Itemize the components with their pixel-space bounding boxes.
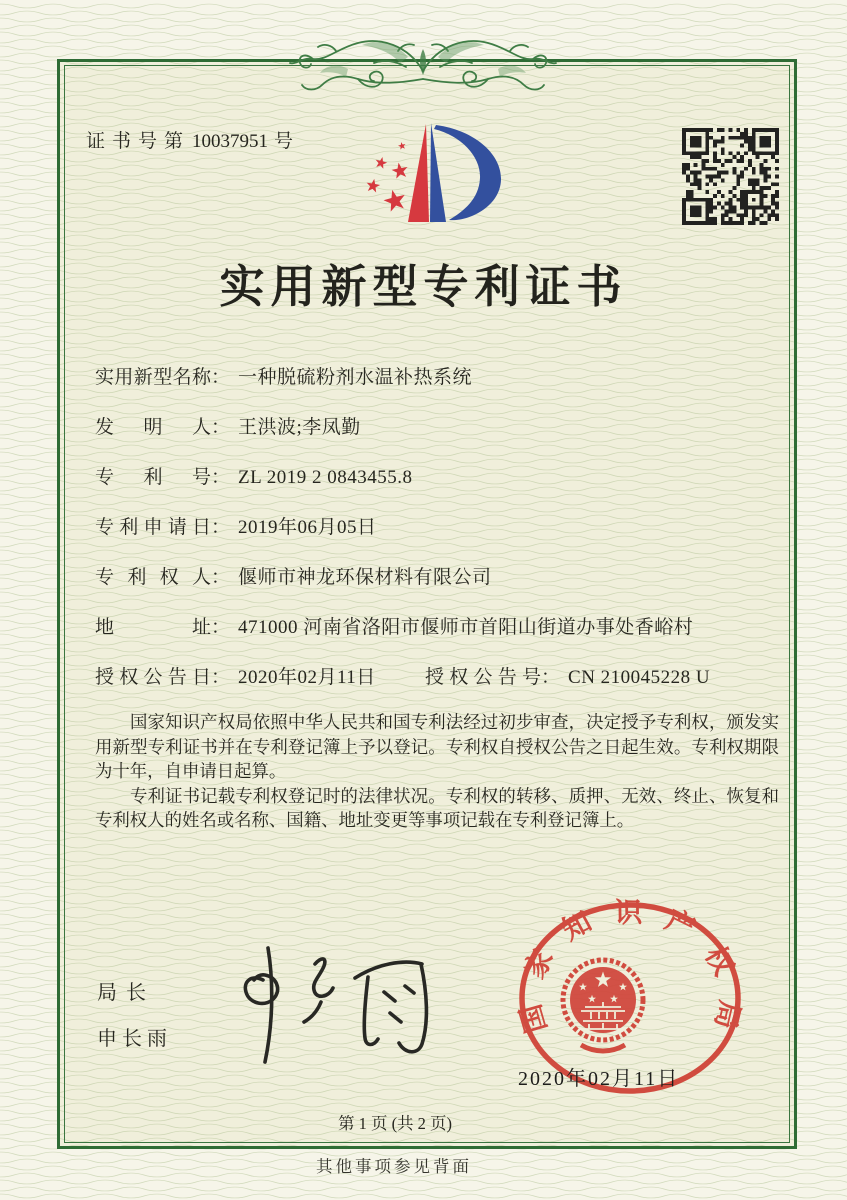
colon: ：	[211, 467, 231, 488]
grant-number-group	[425, 662, 710, 689]
colon: ：	[541, 667, 561, 688]
grant-number-label: 授权公告号	[425, 667, 541, 688]
handwritten-signature-icon	[215, 942, 443, 1070]
colon: ：	[211, 367, 231, 388]
colon: ：	[211, 617, 231, 638]
field-row	[95, 362, 795, 389]
fields-section	[95, 362, 795, 712]
certificate-number	[86, 126, 293, 153]
logo-red-wedge	[408, 124, 429, 222]
seal-text: 国家知识产权局	[515, 898, 745, 1037]
logo-blue-stem	[430, 123, 446, 222]
colon: ：	[211, 567, 231, 588]
logo-blue-bowl	[434, 125, 501, 220]
colon: ：	[211, 517, 231, 538]
field-value: 王洪波;李凤勤	[238, 417, 361, 438]
field-value: 偃师市神龙环保材料有限公司	[238, 567, 492, 588]
qr-code	[682, 128, 779, 225]
legal-paragraph: 专利证书记载专利权登记时的法律状况。专利权的转移、质押、无效、终止、恢复和专利权人的姓名或名称、国籍、地址变更等事项记载在专利登记簿上。	[95, 785, 779, 831]
field-value: 一种脱硫粉剂水温补热系统	[238, 367, 473, 388]
legal-text	[95, 710, 779, 833]
field-row	[95, 462, 795, 489]
field-value: 2019年06月05日	[238, 517, 377, 538]
seal-date: 2020年02月11日	[518, 1068, 680, 1090]
signatory-name: 申长雨	[97, 1028, 172, 1050]
field-row	[95, 412, 795, 439]
signatory-title: 局长	[97, 982, 155, 1004]
field-label: 专利号	[95, 467, 211, 488]
field-row	[95, 612, 795, 639]
cert-no-suffix: 号	[274, 131, 294, 152]
field-value: ZL 2019 2 0843455.8	[238, 467, 413, 488]
field-label: 专利权人	[95, 567, 211, 588]
field-row	[95, 562, 795, 589]
field-value: 471000 河南省洛阳市偃师市首阳山街道办事处香峪村	[238, 617, 694, 638]
national-emblem-icon	[563, 960, 643, 1051]
grant-date-value: 2020年02月11日	[238, 667, 376, 688]
green-scroll-ornament-icon	[288, 27, 558, 99]
field-label: 专利申请日	[95, 517, 211, 538]
legal-paragraph: 国家知识产权局依照中华人民共和国专利法经过初步审查，决定授予专利权，颁发实用新型专利证书并在专利登记簿上予以登记。专利权自授权公告之日起生效。专利权期限为十年，自申请日起算。	[95, 712, 779, 782]
field-label: 发明人	[95, 417, 211, 438]
cert-no-digits: 10037951	[192, 131, 269, 152]
certificate-title: 实用新型专利证书	[219, 262, 628, 312]
grant-row	[95, 662, 795, 689]
field-label: 实用新型名称	[95, 367, 211, 388]
cnipa-logo-icon	[350, 110, 512, 238]
cert-no-prefix: 证书号第	[86, 131, 191, 152]
field-label: 地址	[95, 617, 211, 638]
field-row	[95, 512, 795, 539]
grant-date-label: 授权公告日	[95, 667, 211, 688]
page-number: 第 1 页 (共 2 页)	[337, 1114, 453, 1133]
back-note: 其他事项参见背面	[316, 1157, 472, 1176]
grant-number-value: CN 210045228 U	[568, 667, 711, 688]
colon: ：	[211, 417, 231, 438]
colon: ：	[211, 667, 231, 688]
